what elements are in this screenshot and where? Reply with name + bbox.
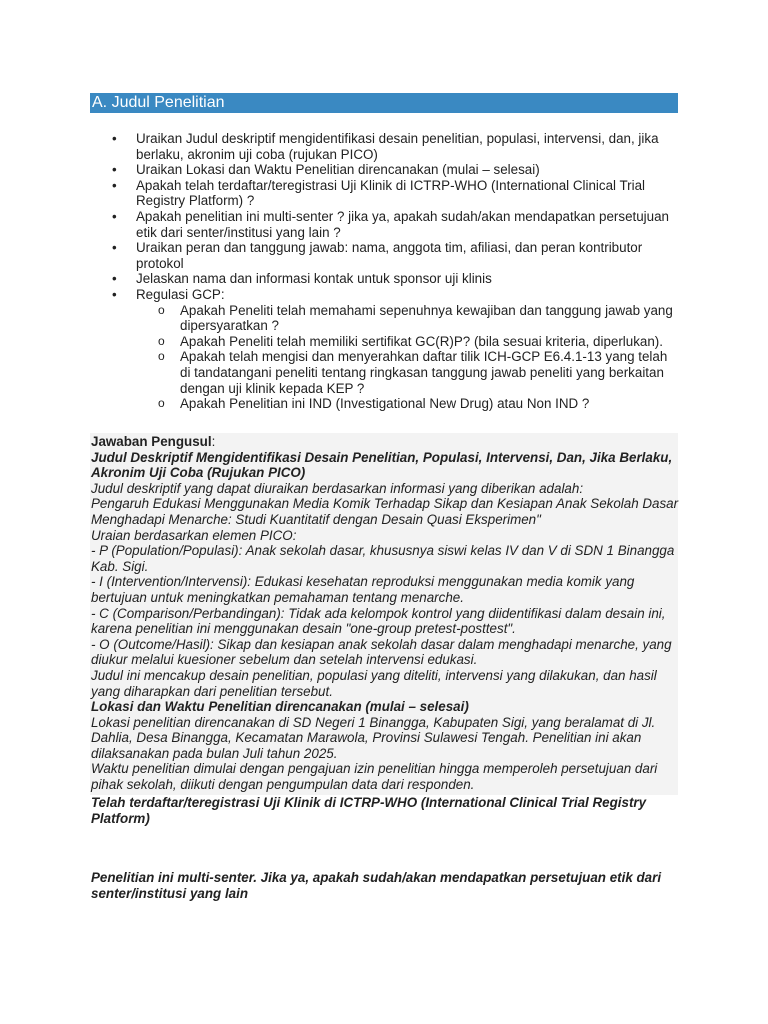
bullet-icon: • [112, 286, 117, 302]
answer-paragraph: Judul ini mencakup desain penelitian, populasi yang diteliti, intervensi yang dilakukan, dan hasil yang diharapkan dari penelitian tersebut. [91, 667, 657, 699]
bullet-icon: • [112, 177, 117, 193]
registry-block [91, 795, 681, 826]
requirements-list [90, 131, 680, 412]
multicenter-title: Penelitian ini multi-senter. Jika ya, apakah sudah/akan mendapatkan persetujuan etik dari senter/institusi yang lain [91, 870, 662, 901]
gcp-sublist [136, 303, 680, 412]
list-item: • Uraikan peran dan tanggung jawab: nama, anggota tim, afiliasi, dan peran kontributor protokol [112, 240, 643, 271]
answer-label: Jawaban Pengusul: [91, 434, 216, 449]
list-item: • Apakah telah terdaftar/teregistrasi Uji Klinik di ICTRP-WHO (International Clinical Trial Registry Platform) ? [112, 177, 646, 209]
bullet-icon: • [112, 162, 117, 178]
list-item: • Regulasi GCP: o Apakah Peneliti telah memahami sepenuhnya kewajiban dan tanggung jawab yang dipersyaratkan ? o Apakah Peneliti telah memiliki sertifikat GC(R)P? (bila sesuai kriteria, diperlukan). o Apakah telah mengisi dan menyerahkan daftar tilik ICH-GCP E6.4.1-13 yang telah di tandatangani peneliti tentang ringkasan tanggung jawab peneliti yang berkaitan dengan uji klinik kepada KEP ? o Apakah Penelitian ini IND (Investigational New Drug) atau Non IND ? [90, 287, 680, 412]
answer-title-pico: Judul Deskriptif Mengidentifikasi Desain Penelitian, Populasi, Intervensi, Dan, Jika Berlaku, Akronim Uji Coba (Rujukan PICO) [91, 449, 673, 481]
sublist-item: o Apakah Peneliti telah memahami sepenuhnya kewajiban dan tanggung jawab yang dipersyaratkan ? [158, 302, 673, 334]
list-item: • Apakah penelitian ini multi-senter ? jika ya, apakah sudah/akan mendapatkan persetujuan etik dari senter/institusi yang lain ? [112, 208, 669, 240]
multicenter-block [91, 870, 681, 901]
bullet-icon: • [112, 240, 117, 256]
answer-paragraph: - C (Comparison/Perbandingan): Tidak ada kelompok kontrol yang diidentifikasi dalam desain ini, karena penelitian ini menggunakan desain "one-group pretest-posttest". [91, 605, 666, 637]
bullet-icon: • [112, 271, 117, 287]
answer-paragraph: Waktu penelitian dimulai dengan pengajuan izin penelitian hingga memperoleh persetujuan dari pihak sekolah, diikuti dengan pengumpulan data dari responden. [91, 761, 658, 793]
sublist-item: o Apakah telah mengisi dan menyerahkan daftar tilik ICH-GCP E6.4.1-13 yang telah di tandatangani peneliti tentang ringkasan tanggung jawab peneliti yang berkaitan dengan uji klinik kepada KEP ? [158, 349, 668, 396]
bullet-icon: • [112, 208, 117, 224]
registry-title: Telah terdaftar/teregistrasi Uji Klinik di ICTRP-WHO (International Clinical Trial Registry Platform) [91, 795, 647, 826]
circle-bullet-icon: o [158, 302, 165, 317]
list-item: • Jelaskan nama dan informasi kontak untuk sponsor uji klinis [112, 271, 492, 287]
section-heading: A. Judul Penelitian [90, 93, 678, 113]
answer-paragraph: Uraian berdasarkan elemen PICO: [91, 527, 297, 543]
answer-block [91, 434, 681, 793]
circle-bullet-icon: o [158, 349, 165, 364]
circle-bullet-icon: o [158, 333, 165, 348]
answer-paragraph: - O (Outcome/Hasil): Sikap dan kesiapan anak sekolah dasar dalam menghadapi menarche, yang diukur melalui kuesioner sebelum dan setelah intervensi edukasi. [91, 636, 672, 668]
answer-paragraph: - P (Population/Populasi): Anak sekolah dasar, khususnya siswi kelas IV dan V di SDN 1 Binangga Kab. Sigi. [91, 543, 675, 574]
answer-paragraph: Judul deskriptif yang dapat diuraikan berdasarkan informasi yang diberikan adalah: [91, 480, 584, 496]
sublist-item: o Apakah Penelitian ini IND (Investigational New Drug) atau Non IND ? [158, 396, 590, 412]
answer-title-location: Lokasi dan Waktu Penelitian direncanakan (mulai – selesai) [91, 699, 469, 715]
list-item: • Uraikan Lokasi dan Waktu Penelitian direncanakan (mulai – selesai) [112, 162, 540, 178]
bullet-icon: • [112, 131, 117, 146]
list-item: • Uraikan Judul deskriptif mengidentifikasi desain penelitian, populasi, intervensi, dan, jika berlaku, akronim uji coba (rujukan PICO) [112, 131, 659, 162]
circle-bullet-icon: o [158, 396, 165, 411]
sublist-item: o Apakah Peneliti telah memiliki sertifikat GC(R)P? (bila sesuai kriteria, diperlukan). [158, 333, 663, 349]
answer-paragraph: Lokasi penelitian direncanakan di SD Negeri 1 Binangga, Kabupaten Sigi, yang beralamat di Jl. Dahlia, Desa Binangga, Kecamatan Marawola, Provinsi Sulawesi Tengah. Penelitian ini akan dilaksanakan pada bulan Juli tahun 2025. [91, 714, 656, 761]
answer-paragraph: Pengaruh Edukasi Menggunakan Media Komik Terhadap Sikap dan Kesiapan Anak Sekolah Dasar Menghadapi Menarche: Studi Kuantitatif dengan Desain Quasi Eksperimen" [91, 496, 679, 527]
answer-paragraph: - I (Intervention/Intervensi): Edukasi kesehatan reproduksi menggunakan media komik yang bertujuan untuk meningkatkan pemahaman tentang menarche. [91, 574, 635, 605]
